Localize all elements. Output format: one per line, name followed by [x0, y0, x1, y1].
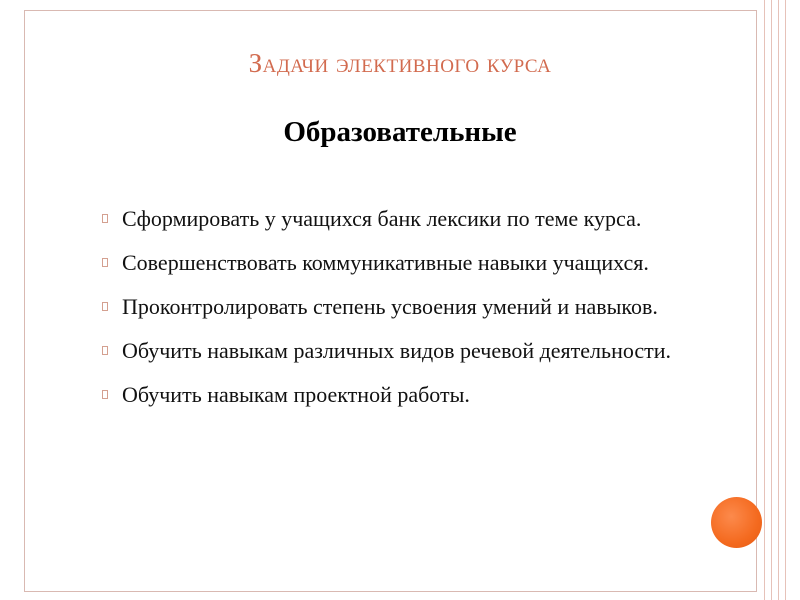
orange-circle-icon — [711, 497, 762, 548]
bullet-list — [100, 202, 700, 422]
slide-subtitle: Образовательные — [283, 116, 517, 148]
decor-stripe — [785, 0, 786, 600]
slide-title: Задачи элективного курса — [248, 48, 552, 78]
bullet-text: Совершенствовать коммуникативные навыки учащихся. — [122, 250, 649, 275]
list-item — [100, 290, 700, 323]
bullet-marker-icon — [102, 346, 108, 355]
decor-stripe — [778, 0, 779, 600]
list-item — [100, 202, 700, 235]
bullet-marker-icon — [102, 214, 108, 223]
bullet-marker-icon — [102, 390, 108, 399]
bullet-text: Проконтролировать степень усвоения умений и навыков. — [122, 294, 658, 319]
decor-stripe — [771, 0, 772, 600]
decor-stripe — [764, 0, 765, 600]
bullet-marker-icon — [102, 258, 108, 267]
list-item — [100, 334, 700, 367]
bullet-text: Сформировать у учащихся банк лексики по теме курса. — [122, 206, 642, 231]
list-item — [100, 378, 700, 411]
bullet-text: Обучить навыкам различных видов речевой деятельности. — [122, 338, 672, 363]
bullet-text: Обучить навыкам проектной работы. — [122, 382, 470, 407]
list-item — [100, 246, 700, 279]
bullet-marker-icon — [102, 302, 108, 311]
